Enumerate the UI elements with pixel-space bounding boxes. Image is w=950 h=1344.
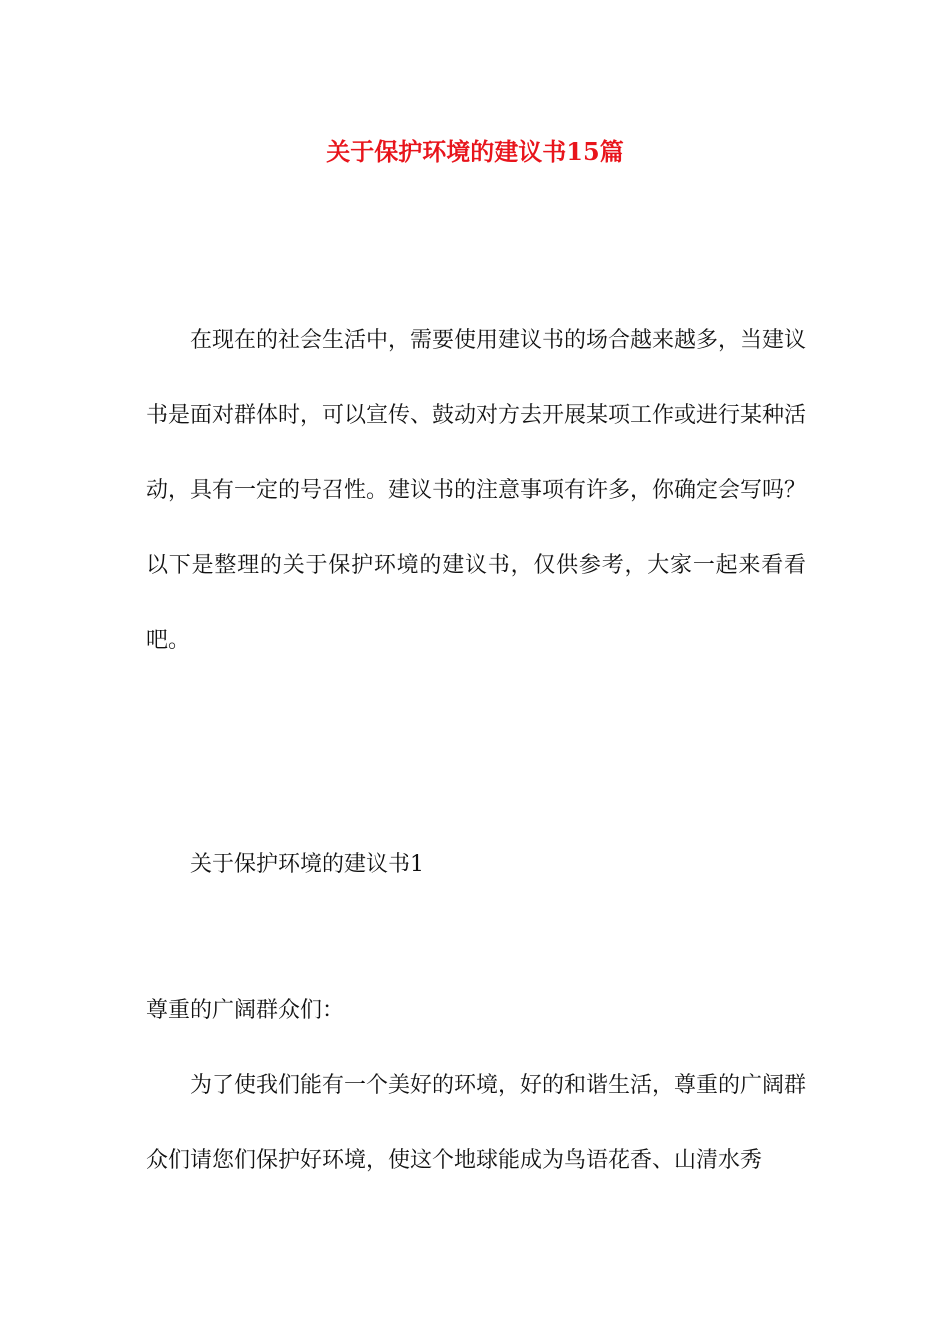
- salutation: 尊重的广阔群众们：: [146, 998, 345, 1023]
- section-heading: 关于保护环境的建议书1: [190, 852, 424, 877]
- intro-paragraph: 在现在的社会生活中，需要使用建议书的场合越来越多，当建议书是面对群体时，可以宣传、鼓动对方去开展某项工作或进行某种活动，具有一定的号召性。建议书的注意事项有许多，你确定会写吗？以下是整理的关于保护环境的建议书，仅供参考，大家一起来看看吧。: [146, 328, 807, 653]
- document-title: 关于保护环境的建议书15篇: [326, 137, 624, 166]
- body-paragraph: 为了使我们能有一个美好的环境，好的和谐生活，尊重的广阔群众们请您们保护好环境，使这个地球能成为鸟语花香、山清水秀: [146, 1073, 807, 1173]
